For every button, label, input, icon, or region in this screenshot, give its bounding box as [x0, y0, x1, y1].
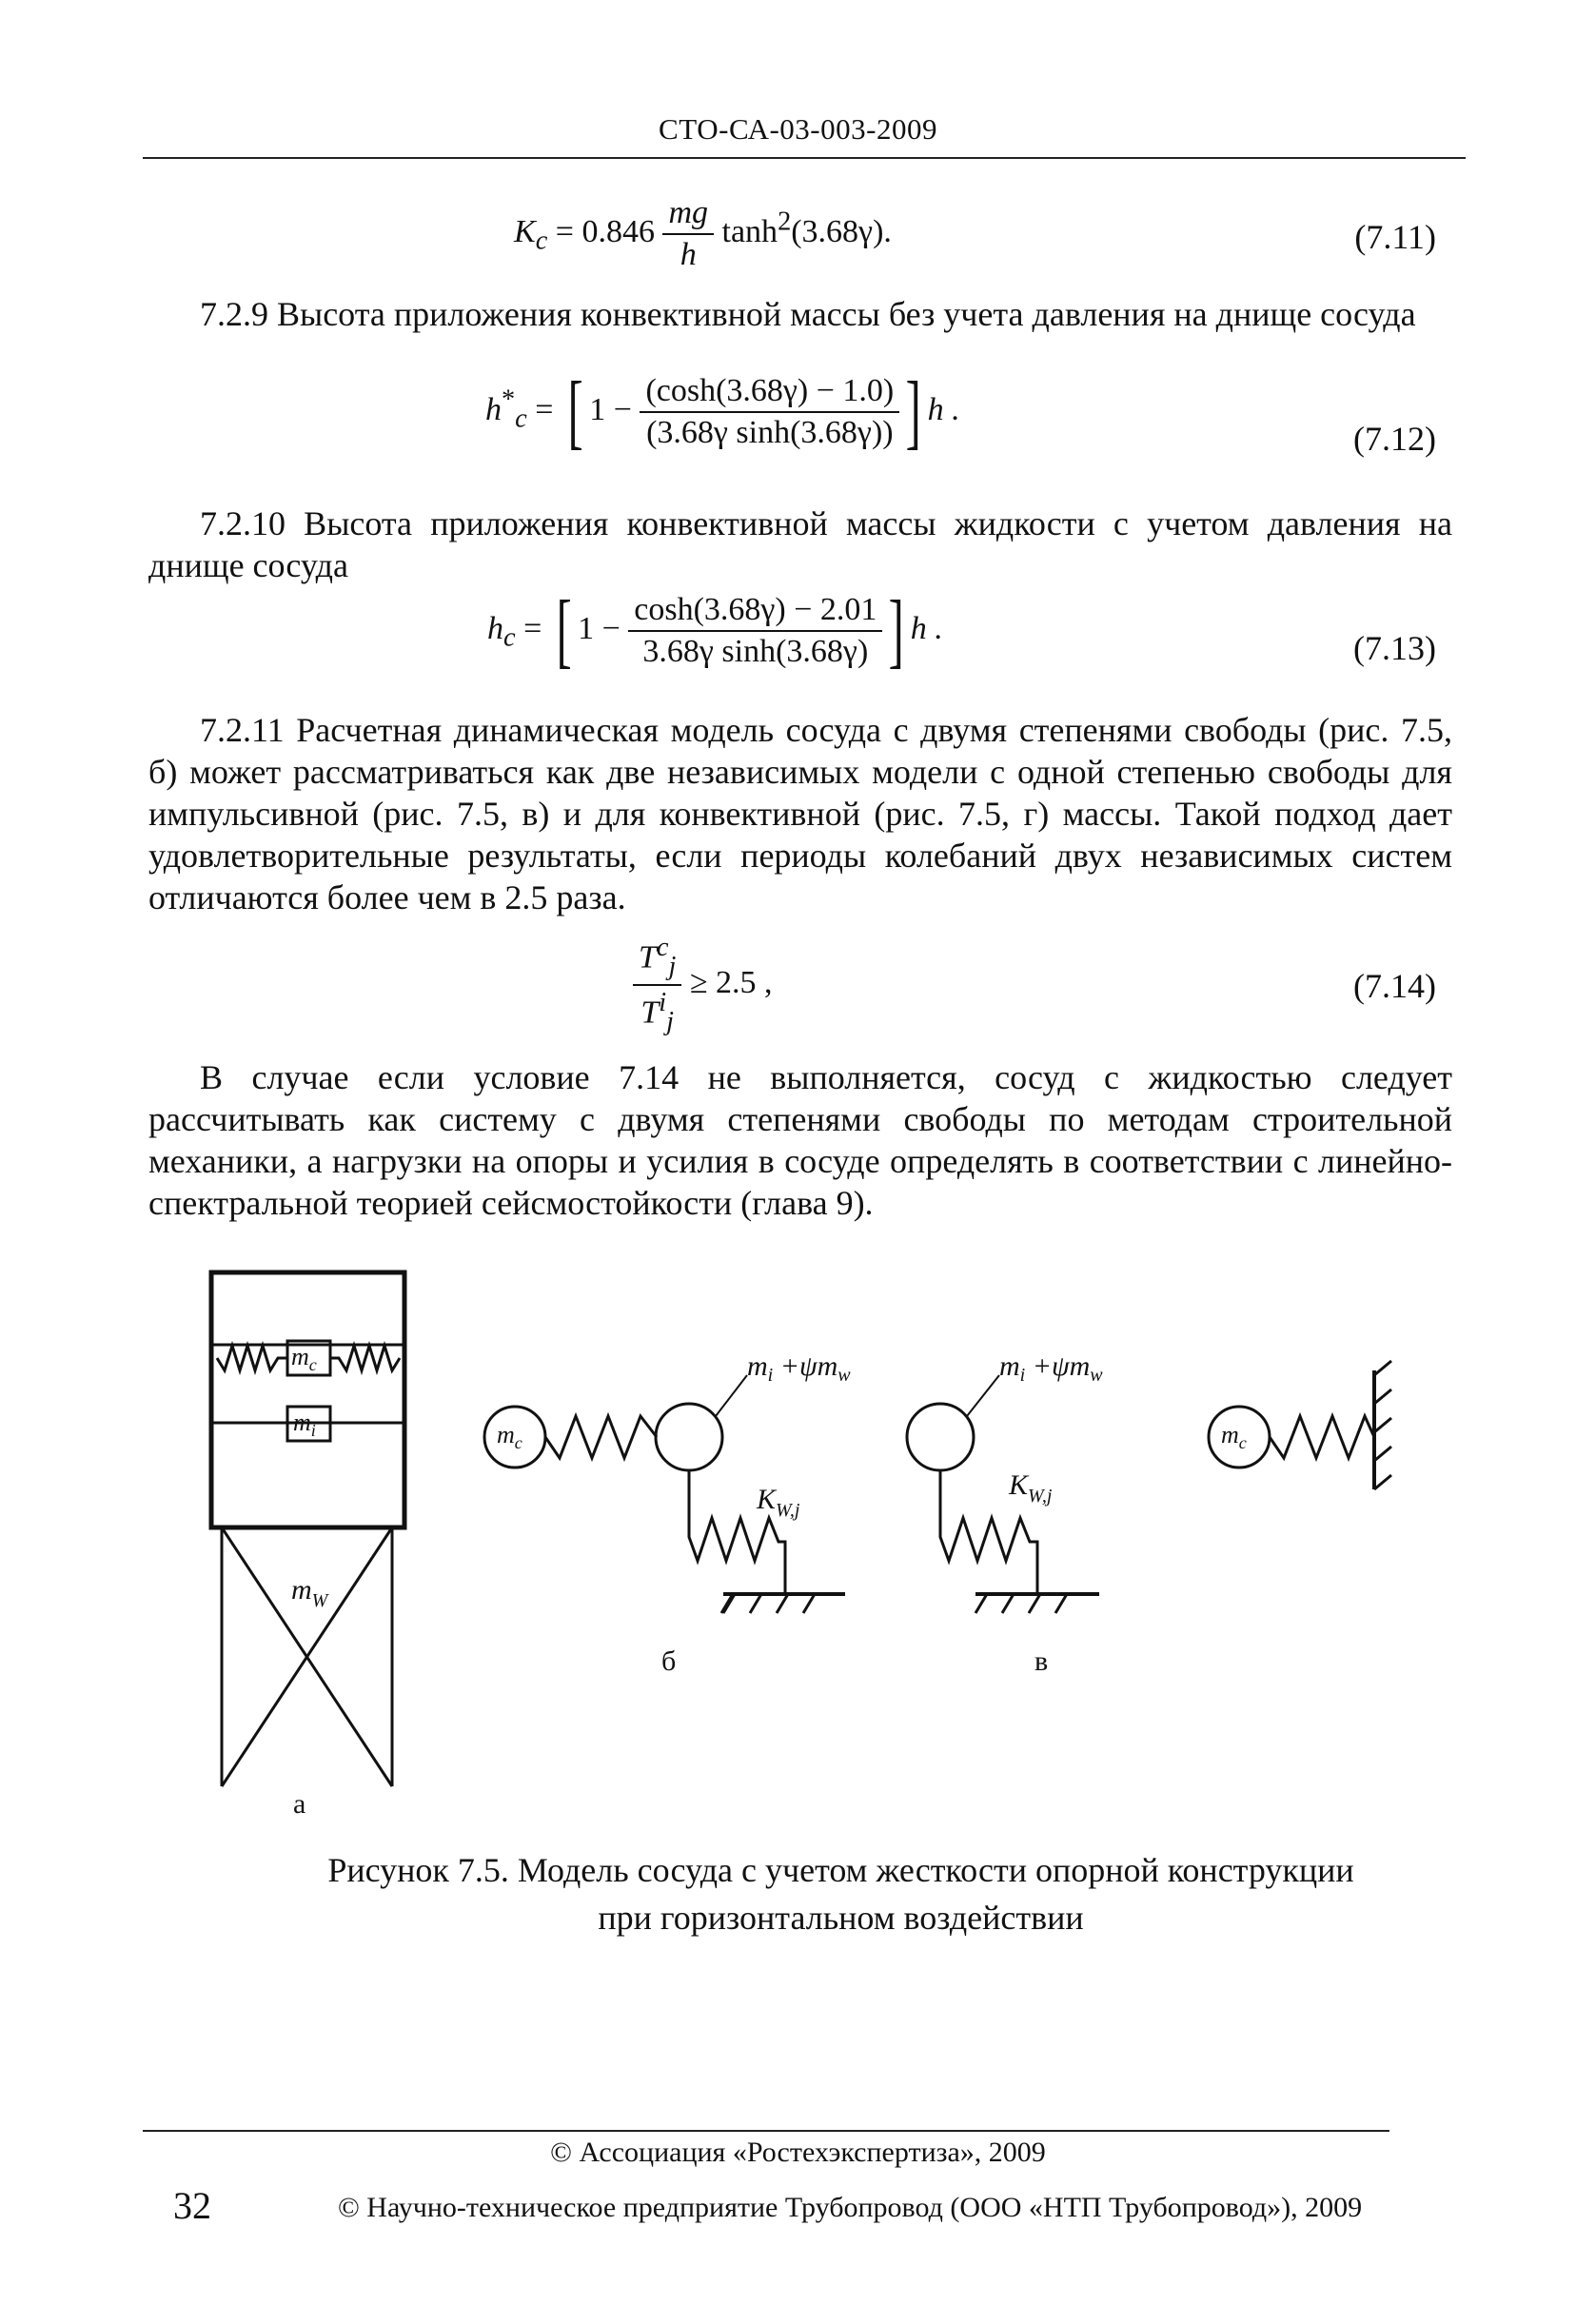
footer-rule	[143, 2130, 1389, 2132]
paragraph-7-2-11: 7.2.11 Расчетная динамическая модель сосуда с двумя степенями свободы (рис. 7.5, б) может рассматриваться как две независимых модели с одной степенью свободы для импульсивной (рис. 7.5, в) и для конвективной (рис. 7.5, г) массы. Такой подход дает удовлетворительные результаты, если периоды колебаний двух независимых систем отличаются более чем в 2.5 раза.	[148, 711, 1452, 916]
panel-label-a: а	[293, 1788, 306, 1820]
eq713-eq: =	[523, 610, 542, 646]
equation-7-14	[633, 933, 773, 1037]
vessel-box	[211, 1272, 404, 1527]
eq713-left-bracket: [	[556, 584, 572, 677]
eq713-one: 1 −	[578, 610, 621, 646]
equation-number-7-14: (7.14)	[1353, 967, 1436, 1005]
eq712-num: (cosh(3.68γ) − 1.0)	[640, 373, 899, 413]
label-mc-a: $m_c$	[291, 1343, 317, 1374]
eq711-fraction	[662, 195, 714, 273]
eq714-num-sup: c	[656, 933, 669, 962]
spring-right-mc	[330, 1346, 400, 1370]
panel-v-mi-circle	[907, 1404, 974, 1470]
eq713-den: 3.68γ sinh(3.68γ)	[642, 634, 869, 669]
eq714-num-sub: j	[668, 952, 677, 982]
footer-copyright-1: © Ассоциация «Ростехэкспертиза», 2009	[550, 2137, 1046, 2168]
figure-caption-line-1: Рисунок 7.5. Модель сосуда с учетом жесткости опорной конструкции	[327, 1851, 1354, 1889]
page-number: 32	[173, 2184, 211, 2227]
eq711-lhs-sub: c	[535, 226, 548, 256]
eq714-den-wrap	[633, 986, 681, 1037]
eq713-lhs: h	[487, 610, 503, 646]
label-k-b: $K_{W,j}$	[757, 1484, 800, 1521]
equation-7-13	[487, 584, 943, 677]
eq713-num: cosh(3.68γ) − 2.01	[628, 592, 882, 632]
panel-b-hatch	[721, 1594, 733, 1613]
paragraph-7-2-9: 7.2.9 Высота приложения конвективной массы без учета давления на днище сосуда	[200, 295, 1416, 333]
footer-copyright-2: © Научно-техническое предприятие Трубопровод (ООО «НТП Трубопровод»), 2009	[338, 2192, 1363, 2223]
eq711-lhs: K	[514, 213, 536, 249]
figure-caption	[0, 1846, 1596, 1941]
label-mc-b: $m_c$	[497, 1421, 522, 1452]
eq713-tail: h .	[910, 610, 943, 646]
panel-label-v: в	[1034, 1645, 1049, 1677]
eq712-one: 1 −	[589, 391, 632, 427]
paragraph-7-2-10: 7.2.10 Высота приложения конвективной массы жидкости с учетом давления на днище сосуда	[148, 504, 1452, 584]
eq712-fraction	[640, 373, 899, 451]
eq711-num: mg	[662, 195, 714, 235]
panel-b-leader	[716, 1375, 747, 1416]
equation-7-12	[485, 365, 960, 458]
label-mi-a: $m_i$	[293, 1409, 316, 1440]
eq712-tail: h .	[927, 391, 960, 427]
eq711-arg: (3.68γ).	[791, 213, 892, 249]
eq714-fraction	[633, 933, 681, 1037]
panel-v-leader	[967, 1375, 999, 1416]
eq711-den: h	[680, 237, 697, 272]
eq712-lhs-sup: *	[502, 384, 516, 415]
spring-left-mc	[217, 1346, 287, 1370]
eq711-func-sup: 2	[778, 207, 792, 237]
eq714-relation: ≥ 2.5 ,	[689, 964, 773, 1000]
eq714-num-wrap	[633, 933, 681, 986]
panel-g-spring	[1270, 1416, 1374, 1458]
eq714-den-sub: j	[666, 1007, 675, 1037]
figure-caption-line-2: при горизонтальном воздействии	[598, 1899, 1084, 1937]
equation-number-7-13: (7.13)	[1353, 629, 1436, 667]
eq714-num: T	[639, 939, 657, 975]
label-mw-a: $m_W$	[291, 1574, 328, 1611]
panel-b-mi-circle	[656, 1404, 722, 1470]
eq712-den: (3.68γ sinh(3.68γ))	[646, 415, 894, 450]
eq711-func: tanh	[721, 213, 778, 249]
label-k-v: $K_{W,j}$	[1009, 1469, 1053, 1507]
label-mi-psi-b: $m_i +\psi m_w$	[747, 1350, 851, 1386]
header-rule	[143, 157, 1466, 159]
eq714-den-sup: i	[659, 988, 667, 1018]
eq712-left-bracket: [	[567, 365, 583, 458]
eq712-lhs-sub: c	[515, 404, 527, 434]
eq713-lhs-sub: c	[503, 622, 516, 653]
eq714-den: T	[640, 995, 660, 1031]
panel-label-b: б	[661, 1645, 677, 1677]
eq713-right-bracket: ]	[889, 584, 905, 677]
panel-b-spring-horizontal	[545, 1416, 657, 1458]
eq712-eq: =	[535, 391, 554, 427]
equation-number-7-11: (7.11)	[1354, 218, 1436, 256]
eq713-fraction	[628, 592, 882, 670]
label-mi-psi-v: $m_i +\psi m_w$	[999, 1350, 1103, 1386]
eq712-lhs: h	[485, 391, 502, 427]
eq712-right-bracket: ]	[905, 365, 921, 458]
figure-7-5	[0, 1237, 1596, 1846]
label-mc-g: $m_c$	[1221, 1421, 1247, 1452]
equation-7-11	[514, 195, 892, 273]
eq711-coef: = 0.846	[555, 213, 655, 249]
equation-number-7-12: (7.12)	[1353, 420, 1436, 458]
document-code: СТО-СА-03-003-2009	[659, 112, 937, 146]
paragraph-condition-7-14: В случае если условие 7.14 не выполняется, сосуд с жидкостью следует рассчитывать как систему с двумя степенями свободы по методам строительной механики, а нагрузки на опоры и усилия в сосуде определять в соответствии с линейно-спектральной теорией сейсмостойкости (глава 9).	[148, 1058, 1452, 1222]
